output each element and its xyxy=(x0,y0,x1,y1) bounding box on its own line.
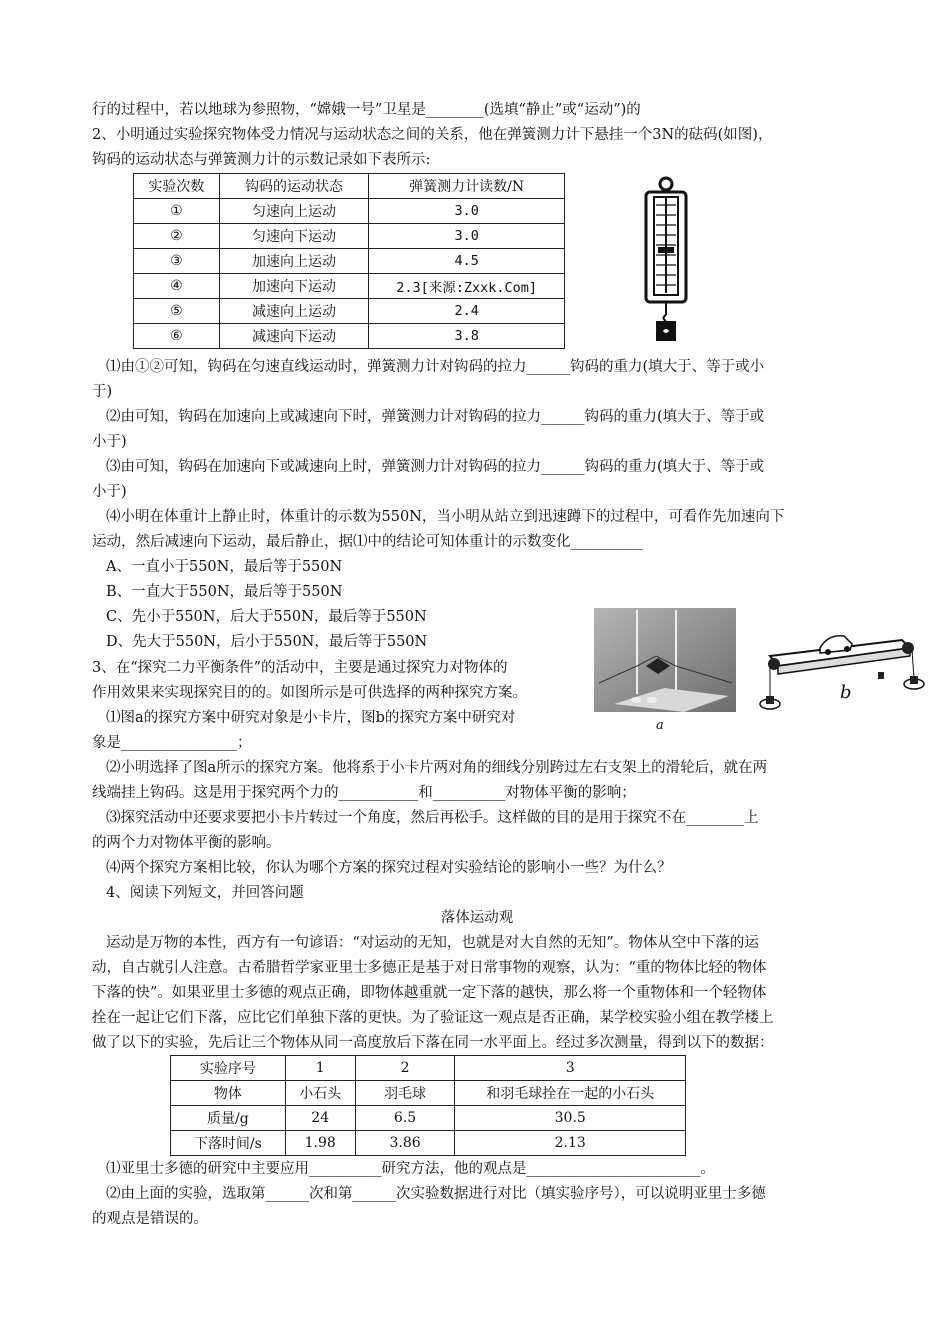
table-cell: 小石头 xyxy=(285,1081,355,1106)
table-row xyxy=(134,299,565,324)
q4-para-line: 运动是万物的本性，西方有一句谚语：“对运动的无知，也就是对大自然的无知”。物体从空中下落的运 xyxy=(106,935,759,951)
table-cell: 30.5 xyxy=(455,1106,686,1131)
table-cell: ② xyxy=(134,224,220,249)
q4-s2-line2: 的观点是错误的。 xyxy=(92,1211,208,1227)
table-cell: 减速向上运动 xyxy=(219,299,369,324)
q3-s1-line1: ⑴图a的探究方案中研究对象是小卡片，图b的探究方案中研究对 xyxy=(106,710,516,726)
line-top: 行的过程中，若以地球为参照物，“嫦娥一号”卫星是________(选填“静止”或“运动”)的 xyxy=(92,102,641,118)
q2-s4-line1: ⑷小明在体重计上静止时，体重计的示数为550N，当小明从站立到迅速蹲下的过程中，可看作先加速向下 xyxy=(106,509,785,525)
q3-s3-line1: ⑶探究活动中还要求要把小卡片转过一个角度，然后再松手。这样做的目的是用于探究不在________上 xyxy=(106,810,759,826)
q2-table xyxy=(133,173,565,349)
q2-s3-line2: 小于) xyxy=(92,484,127,500)
figure-a-label: a xyxy=(656,718,664,733)
table-row xyxy=(134,274,565,299)
table-cell: ⑤ xyxy=(134,299,220,324)
table-cell: 3.0 xyxy=(369,224,565,249)
table-row xyxy=(171,1056,686,1081)
table-cell: 羽毛球 xyxy=(355,1081,455,1106)
table-cell: 1.98 xyxy=(285,1131,355,1156)
q2-intro-2: 钩码的运动状态与弹簧测力计的示数记录如下表所示: xyxy=(92,152,431,168)
table-row xyxy=(171,1081,686,1106)
table-row xyxy=(134,324,565,349)
table-cell: 1 xyxy=(285,1056,355,1081)
table-row xyxy=(171,1106,686,1131)
table-cell: ③ xyxy=(134,249,220,274)
table-cell: 匀速向下运动 xyxy=(219,224,369,249)
table-cell: ⑥ xyxy=(134,324,220,349)
table-row xyxy=(134,199,565,224)
q2-s2-line1: ⑵由可知，钩码在加速向上或减速向下时，弹簧测力计对钩码的拉力______钩码的重力(填大于、等于或 xyxy=(106,409,765,425)
figure-b-diagram xyxy=(752,622,942,722)
table-cell: 2.4 xyxy=(369,299,565,324)
table-cell: 3 xyxy=(455,1056,686,1081)
table-cell: 24 xyxy=(285,1106,355,1131)
table-cell: 加速向下运动 xyxy=(219,274,369,299)
table-cell: ① xyxy=(134,199,220,224)
q3-p1: 3、在“探究二力平衡条件”的活动中，主要是通过探究力对物体的 xyxy=(92,660,508,676)
q3-s2-line1: ⑵小明选择了图a所示的探究方案。他将系于小卡片两对角的细线分别跨过左右支架上的滑轮后，就在两 xyxy=(106,760,768,776)
q2-s1-line1: ⑴由①②可知，钩码在匀速直线运动时，弹簧测力计对钩码的拉力______钩码的重力(填大于、等于或小 xyxy=(106,359,765,375)
option-d: D、先大于550N，后小于550N，最后等于550N xyxy=(106,634,428,650)
table-cell: 6.5 xyxy=(355,1106,455,1131)
q4-para-line: 做了以下的实验，先后让三个物体从同一高度放后下落在同一水平面上。经过多次测量，得到以下的数据： xyxy=(92,1035,774,1051)
q4-para-line: 下落的快”。如果亚里士多德的观点正确，即物体越重就一定下落的越快，那么将一个重物体和一个轻物体 xyxy=(92,985,767,1001)
table-cell: 2.13 xyxy=(455,1131,686,1156)
option-b: B、一直大于550N，最后等于550N xyxy=(106,584,343,600)
table-cell: 减速向下运动 xyxy=(219,324,369,349)
figure-a-photo xyxy=(594,608,736,734)
q3-s2-line2: 线端挂上钩码。这是用于探究两个力的___________和__________对物体平衡的影响； xyxy=(92,785,636,801)
q4-para-line: 动，自古就引人注意。古希腊哲学家亚里士多德正是基于对日常事物的观察，认为：“重的物体比轻的物体 xyxy=(92,960,767,976)
q2-s4-line2: 运动，然后减速向下运动，最后静止，据⑴中的结论可知体重计的示数变化__________ xyxy=(92,534,643,550)
table-cell: 3.8 xyxy=(369,324,565,349)
table-cell: 物体 xyxy=(171,1081,286,1106)
q2-intro-1: 2、小明通过实验探究物体受力情况与运动状态之间的关系，他在弹簧测力计下悬挂一个3N的砝码(如图)， xyxy=(92,127,773,143)
q4-title: 落体运动观 xyxy=(440,910,514,926)
spring-scale-figure xyxy=(632,175,704,345)
table-cell: 下落时间/s xyxy=(171,1131,286,1156)
q3-p2: 作用效果来实现探究目的的。如图所示是可供选择的两种探究方案。 xyxy=(92,685,527,701)
option-c: C、先小于550N，后大于550N，最后等于550N xyxy=(106,609,427,625)
q4-para-line: 拴在一起让它们下落，应比它们单独下落的更快。为了验证这一观点是否正确，某学校实验小组在教学楼上 xyxy=(92,1010,774,1026)
q4-s2-line1: ⑵由上面的实验，选取第______次和第______次实验数据进行对比（填实验序号），可以说明亚里士多德 xyxy=(106,1186,766,1202)
table-cell: ④ xyxy=(134,274,220,299)
table-cell: 3.86 xyxy=(355,1131,455,1156)
q2-s1-line2: 于) xyxy=(92,384,113,400)
q2-s3-line1: ⑶由可知，钩码在加速向下或减速向上时，弹簧测力计对钩码的拉力______钩码的重力(填大于、等于或 xyxy=(106,459,765,475)
table-cell: 和羽毛球拴在一起的小石头 xyxy=(455,1081,686,1106)
q4-table xyxy=(170,1055,686,1156)
table-cell: 质量/g xyxy=(171,1106,286,1131)
table-row xyxy=(134,224,565,249)
q2-s2-line2: 小于) xyxy=(92,434,127,450)
table-row xyxy=(171,1131,686,1156)
option-a: A、一直小于550N，最后等于550N xyxy=(106,559,343,575)
q4-intro: 4、阅读下列短文，并回答问题 xyxy=(106,885,304,901)
table-cell: 4.5 xyxy=(369,249,565,274)
table-row xyxy=(134,249,565,274)
table-cell: 实验序号 xyxy=(171,1056,286,1081)
table-header-row xyxy=(134,174,565,199)
table-header: 弹簧测力计读数/N xyxy=(369,174,565,199)
table-cell: 3.0 xyxy=(369,199,565,224)
table-header: 实验次数 xyxy=(134,174,220,199)
table-cell: 匀速向上运动 xyxy=(219,199,369,224)
q3-s3-line2: 的两个力对物体平衡的影响。 xyxy=(92,835,281,851)
q3-s4: ⑷两个探究方案相比较，你认为哪个方案的探究过程对实验结论的影响小一些？为什么？ xyxy=(106,860,672,876)
table-header: 钩码的运动状态 xyxy=(219,174,369,199)
q3-s1-line2: 象是________________； xyxy=(92,735,252,751)
table-cell: 加速向上运动 xyxy=(219,249,369,274)
figure-b-label: b xyxy=(840,682,852,703)
table-cell: 2 xyxy=(355,1056,455,1081)
q4-s1: ⑴亚里士多德的研究中主要应用__________研究方法，他的观点是________________________。 xyxy=(106,1161,715,1177)
table-cell: 2.3[来源:Zxxk.Com] xyxy=(369,274,565,299)
